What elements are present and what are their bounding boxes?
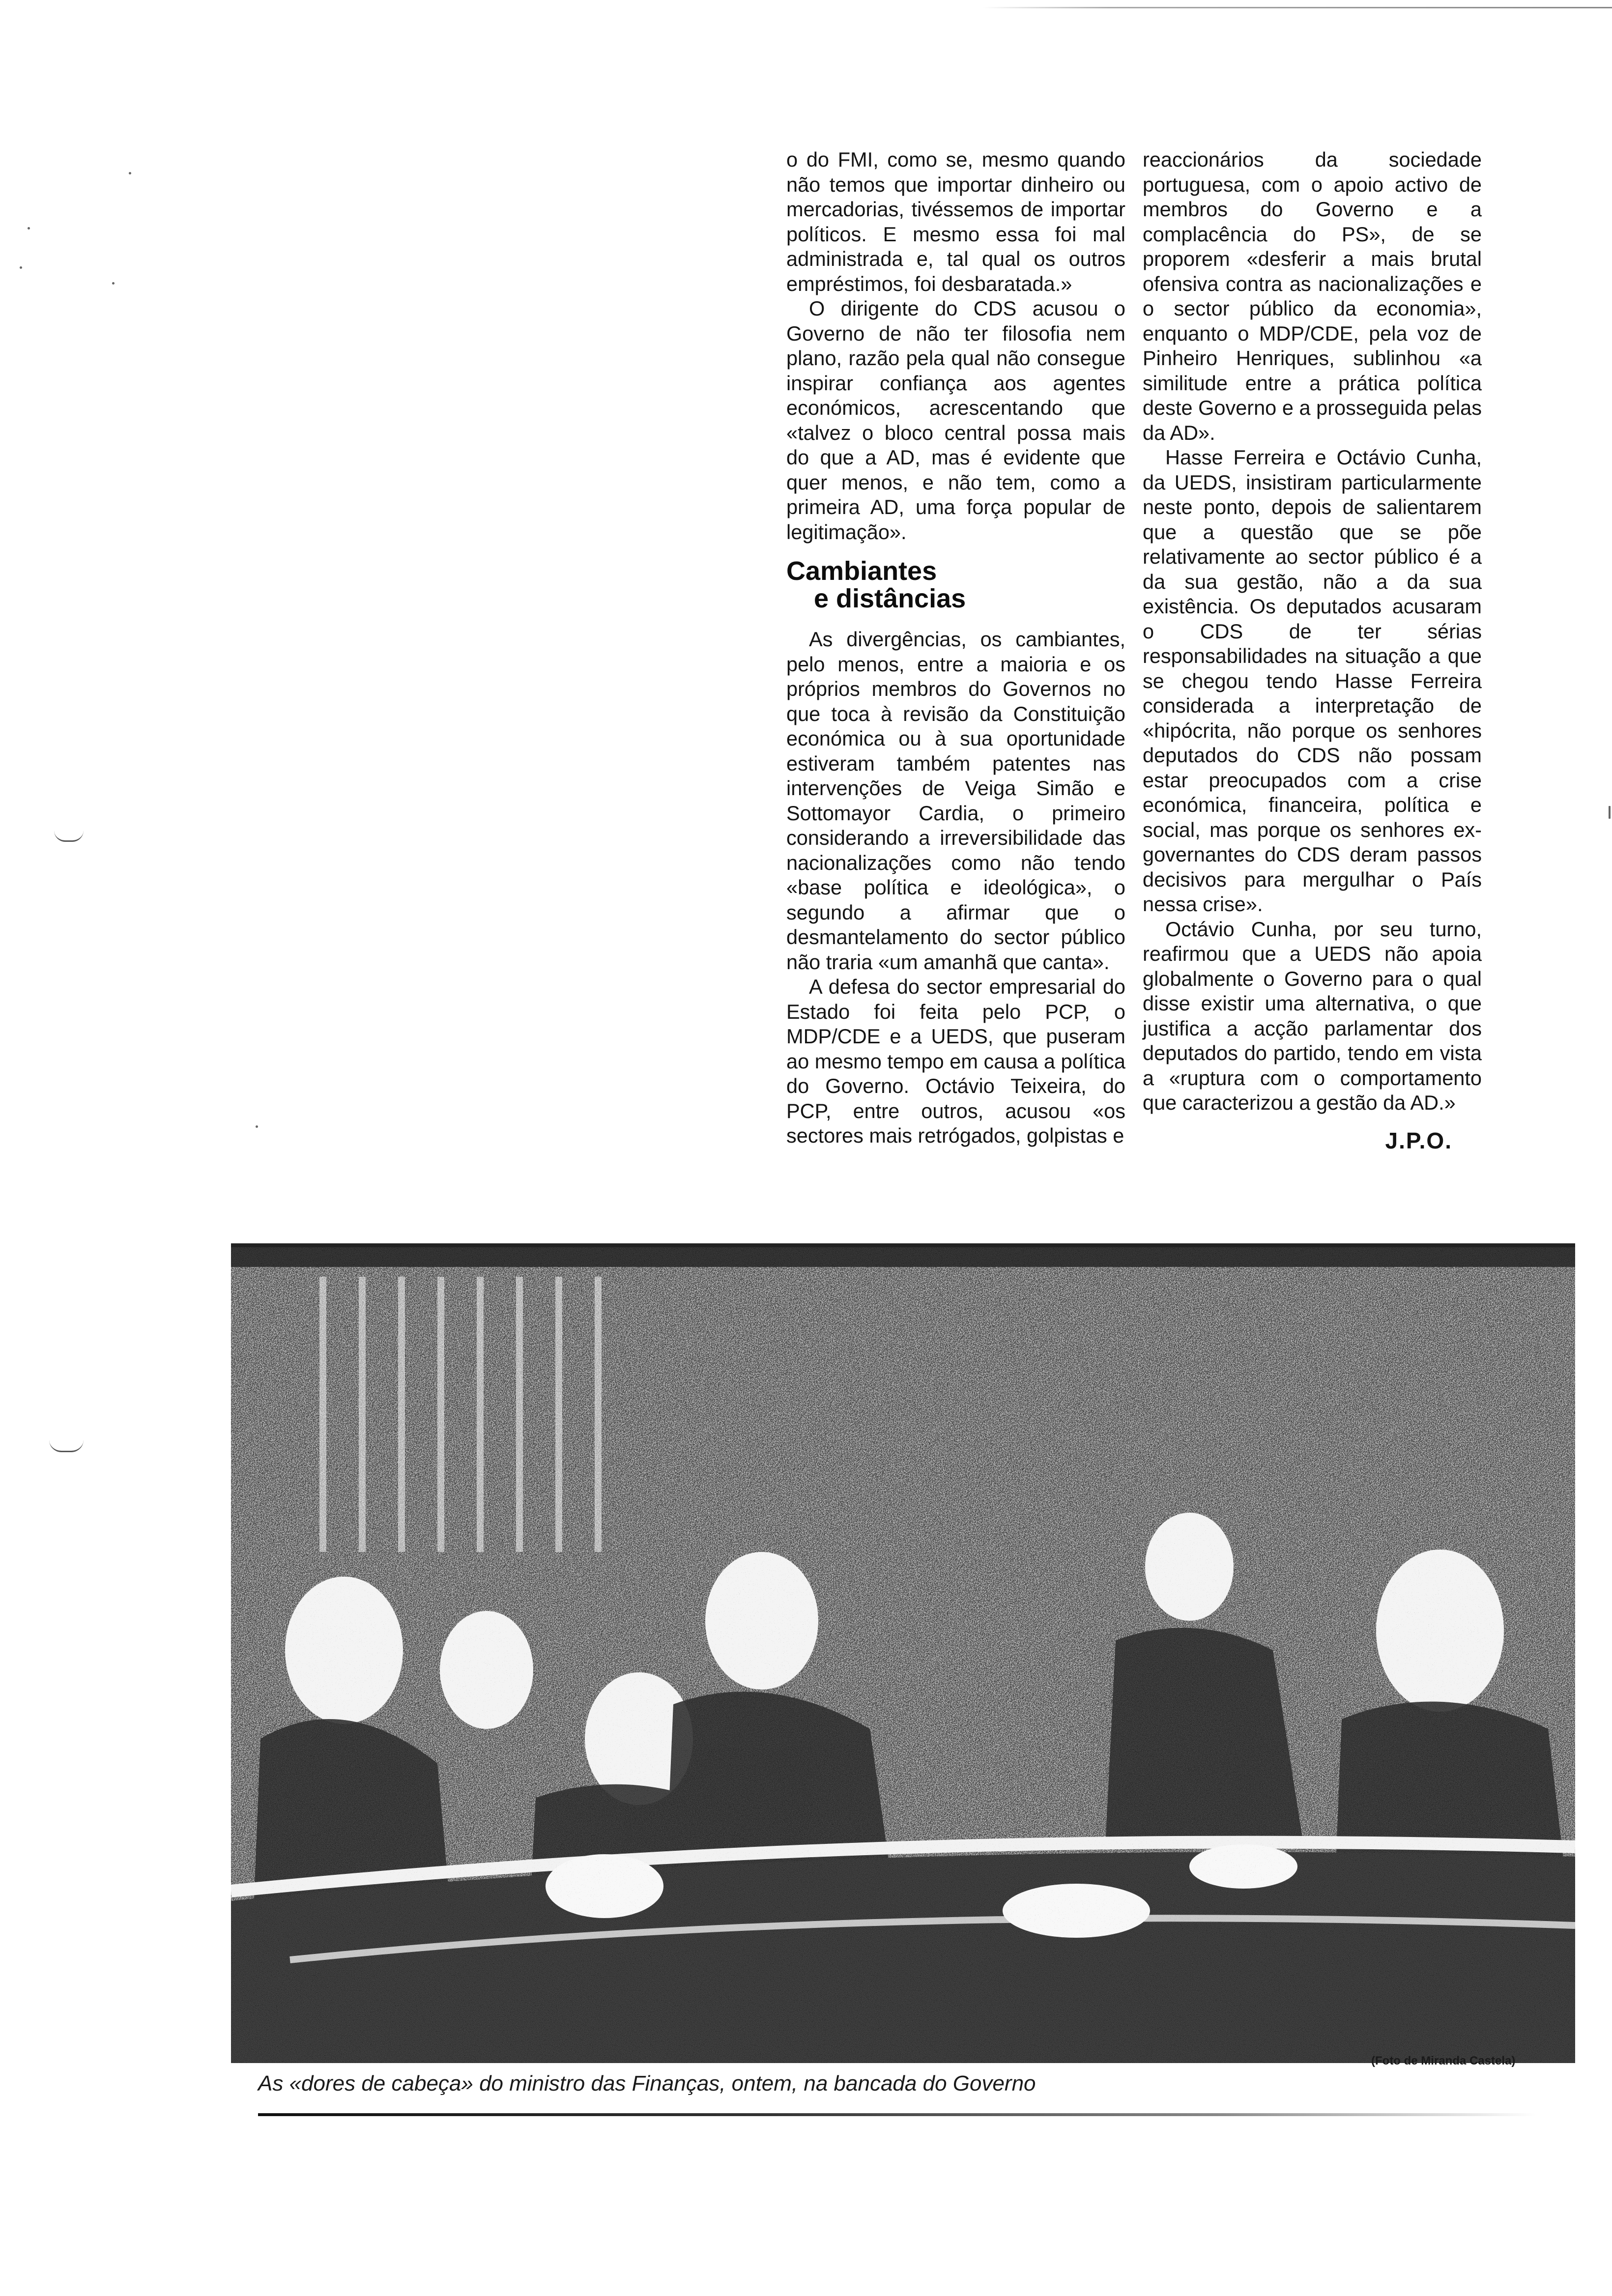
paragraph: Octávio Cunha, por seu turno, reafirmou que a UEDS não apoia globalmente o Governo para o qual disse existir uma alternativa, o que justifica a acção parlamentar dos deputados do partido, tendo em vista a «ruptura com o comportamento que caracterizou a gestão da AD.» [1143,917,1482,1114]
paragraph: Hasse Ferreira e Octávio Cunha, da UEDS, insistiram particularmente neste ponto, depois de salientarem que a questão que se põe relativamente ao sector público é a da sua gestão, não a da sua existência. Os deputados acusaram o CDS de ter sérias responsabilidades na situação a que se chegou tendo Hasse Ferreira considerada a interpretação de «hipócrita, não porque os senhores deputados do CDS não possam estar preocupados com a crise económica, financeira, política e social, mas porque os senhores ex-governantes do CDS deram passos decisivos para mergulhar o País nessa crise». [1143,446,1482,916]
photo-credit: (Foto de Miranda Castela) [1371,2054,1516,2067]
scan-dot [1609,806,1611,819]
photo-caption: As «dores de cabeça» do ministro das Finanças, ontem, na bancada do Governo [258,2071,1036,2095]
paragraph: O dirigente do CDS acusou o Governo de não ter filosofia nem plano, razão pela qual não consegue inspirar confiança aos agentes económicos, acrescentando que «talvez o bloco central possa mais do que a AD, mas é evidente que quer menos, e não tem, como a primeira AD, uma força popular de legitimação». [786,297,1125,544]
article-column-1 [786,147,1125,1148]
paragraph: As divergências, os cambiantes, pelo menos, entre a maioria e os próprios membros do Governos no que toca à revisão da Constituição económica ou à sua oportunidade estiveram também patentes nas intervenções de Veiga Simão e Sottomayor Cardia, o primeiro considerando a irreversibilidade das nacionalizações como não tendo «base política e ideológica», o segundo a afirmar que o desmantelamento do sector público não traria «um amanhã que canta». [786,628,1125,974]
section-subheading [786,557,1125,612]
news-photo [231,1243,1575,2063]
paragraph: reaccionários da sociedade portuguesa, com o apoio activo de membros do Governo e a complacência do PS», de se proporem «desferir a mais brutal ofensiva contra as nacionalizações e o sector público da economia», enquanto o MDP/CDE, pela voz de Pinheiro Henriques, sublinhou «a similitude entre a prática política deste Governo e a prosseguida pelas da AD». [1143,148,1482,444]
scan-dot [28,227,30,230]
article-column-2 [1143,147,1482,1153]
scan-mark [49,1440,84,1452]
paragraph: o do FMI, como se, mesmo quando não temos que importar dinheiro ou mercadorias, tivéssemos de importar políticos. E mesmo essa foi mal administrada e, tal qual os outros empréstimos, foi desbaratada.» [786,148,1125,295]
scan-dot [129,172,131,174]
scan-dot [256,1125,258,1128]
scan-dot [112,282,115,285]
subheading-line-1: Cambiantes [786,556,937,586]
author-signature: J.P.O. [1385,1127,1452,1153]
photo-image [231,1247,1575,2063]
scan-dot [20,266,22,269]
bottom-rule [258,2113,1536,2116]
subheading-line-2: e distâncias [814,584,966,613]
top-edge-rule [983,7,1612,8]
paragraph: A defesa do sector empresarial do Estado foi feita pelo PCP, o MDP/CDE e a UEDS, que puseram ao mesmo tempo em causa a política do Governo. Octávio Teixeira, do PCP, entre outros, acusou «os sectores mais retrógados, golpistas e [786,975,1125,1147]
scan-mark [54,831,84,842]
